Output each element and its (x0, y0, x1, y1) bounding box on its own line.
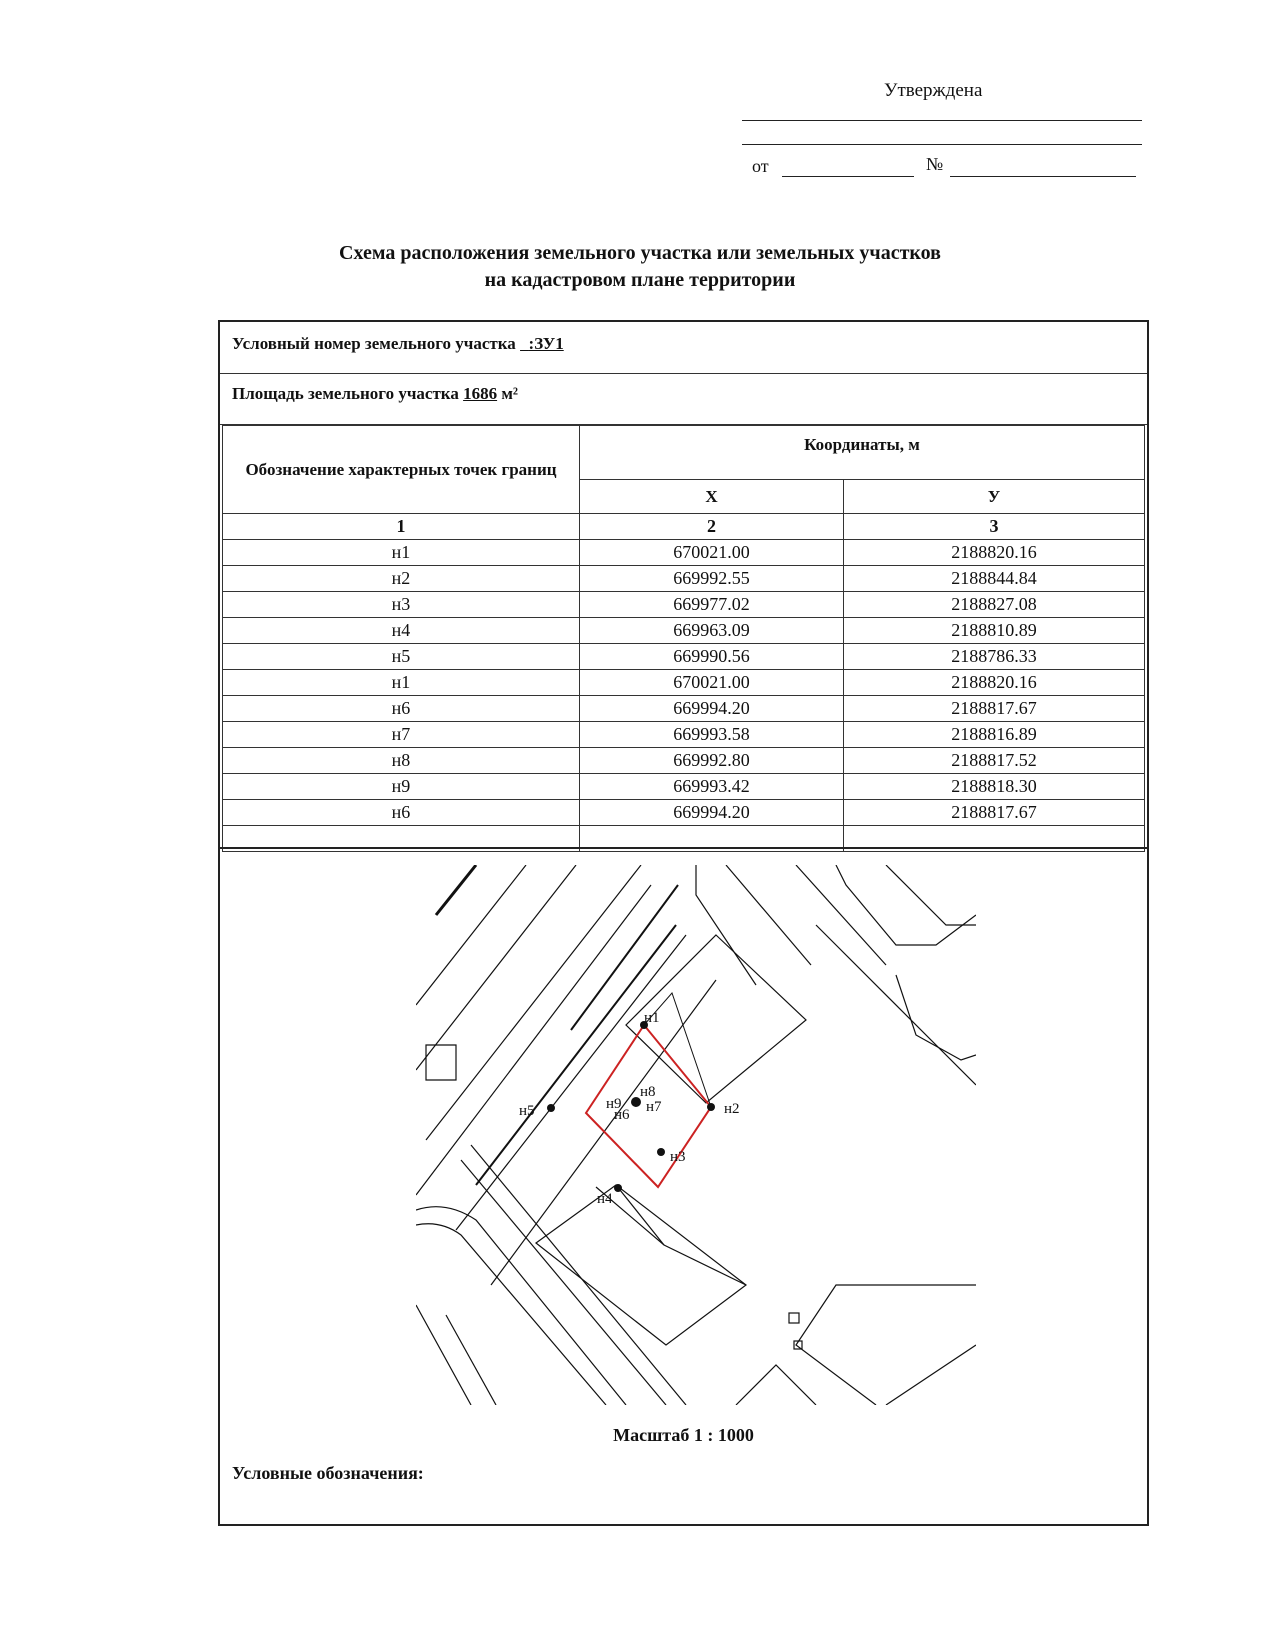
cell-point: н4 (223, 618, 580, 644)
plot-number-row (220, 322, 1147, 374)
cell-x: 669963.09 (580, 618, 844, 644)
label-n5: н5 (519, 1103, 535, 1119)
cell-y: 2188786.33 (844, 644, 1145, 670)
cell-x: 669993.58 (580, 722, 844, 748)
cell-x: 669992.55 (580, 566, 844, 592)
table-row (223, 696, 1145, 722)
col-number: 1 (223, 514, 580, 540)
cell-x: 669994.20 (580, 696, 844, 722)
approval-line-2 (742, 144, 1142, 145)
number-label: № (926, 154, 944, 174)
label-n3: н3 (670, 1149, 686, 1165)
label-n1: н1 (644, 1010, 660, 1026)
cell-point: н9 (223, 774, 580, 800)
cell-point: н6 (223, 800, 580, 826)
cell-point: н3 (223, 592, 580, 618)
cell-point: н1 (223, 670, 580, 696)
scale-text: Масштаб 1 : 1000 (613, 1425, 754, 1445)
col-number: 2 (580, 514, 844, 540)
scheme-sheet (218, 320, 1149, 1526)
table-row (223, 800, 1145, 826)
points-header: Обозначение характерных точек границ (223, 426, 580, 514)
cell-x: 669992.80 (580, 748, 844, 774)
cell-y: 2188817.52 (844, 748, 1145, 774)
map-section (220, 847, 1147, 1526)
approved-label: Утверждена (884, 80, 983, 101)
approval-line-1 (742, 120, 1142, 121)
date-blank (782, 176, 914, 177)
document-title (200, 240, 1080, 294)
plot-area-label: Площадь земельного участка (232, 384, 459, 403)
cell-x: 669994.20 (580, 800, 844, 826)
cell-y: 2188844.84 (844, 566, 1145, 592)
point-n3 (657, 1148, 665, 1156)
coordinates-header: Координаты, м (580, 426, 1145, 480)
cell-point: н2 (223, 566, 580, 592)
cell-point: н6 (223, 696, 580, 722)
legend-label: Условные обозначения: (232, 1463, 424, 1483)
table-row (223, 722, 1145, 748)
title-line-2: на кадастровом плане территории (484, 269, 796, 291)
label-n4: н4 (597, 1191, 613, 1207)
label-n8: н8 (640, 1084, 656, 1100)
number-blank (950, 176, 1136, 177)
cell-x: 669977.02 (580, 592, 844, 618)
table-row (223, 540, 1145, 566)
cell-point: н1 (223, 540, 580, 566)
label-n7: н7 (646, 1099, 662, 1115)
table-row (223, 618, 1145, 644)
col-number: 3 (844, 514, 1145, 540)
table-row (223, 670, 1145, 696)
cell-point: н7 (223, 722, 580, 748)
x-header: X (580, 480, 844, 514)
cell-x: 670021.00 (580, 540, 844, 566)
label-n6: н6 (614, 1107, 630, 1123)
plot-area-unit: м² (501, 384, 519, 403)
label-n2: н2 (724, 1101, 740, 1117)
point-n5 (547, 1104, 555, 1112)
cadastral-map (416, 865, 976, 1405)
cell-y: 2188816.89 (844, 722, 1145, 748)
map-background-lines (416, 865, 976, 1405)
cell-y: 2188827.08 (844, 592, 1145, 618)
table-row (223, 644, 1145, 670)
plot-area-value: 1686 (463, 384, 498, 403)
cell-y: 2188820.16 (844, 670, 1145, 696)
plot-area-row (220, 374, 1147, 425)
plot-number-value: :ЗУ1 (528, 334, 564, 353)
approval-block (742, 78, 1142, 188)
cell-y: 2188810.89 (844, 618, 1145, 644)
point-n4 (614, 1184, 622, 1192)
cell-x: 670021.00 (580, 670, 844, 696)
table-row (223, 748, 1145, 774)
label-n9: н9 (606, 1096, 622, 1112)
cell-y: 2188820.16 (844, 540, 1145, 566)
table-row (223, 592, 1145, 618)
table-row (223, 774, 1145, 800)
boundary-points (547, 1021, 715, 1192)
cell-y: 2188818.30 (844, 774, 1145, 800)
cell-x: 669993.42 (580, 774, 844, 800)
cell-y: 2188817.67 (844, 800, 1145, 826)
y-header: У (844, 480, 1145, 514)
cell-point: н5 (223, 644, 580, 670)
cell-point: н8 (223, 748, 580, 774)
table-row (223, 566, 1145, 592)
cell-x: 669990.56 (580, 644, 844, 670)
point-n2 (707, 1103, 715, 1111)
from-label: от (752, 156, 769, 176)
coordinates-table (222, 425, 1145, 852)
plot-number-label: Условный номер земельного участка (232, 334, 516, 353)
cell-y: 2188817.67 (844, 696, 1145, 722)
column-numbers-row (223, 514, 1145, 540)
title-line-1: Схема расположения земельного участка или земельных участков (339, 242, 941, 264)
